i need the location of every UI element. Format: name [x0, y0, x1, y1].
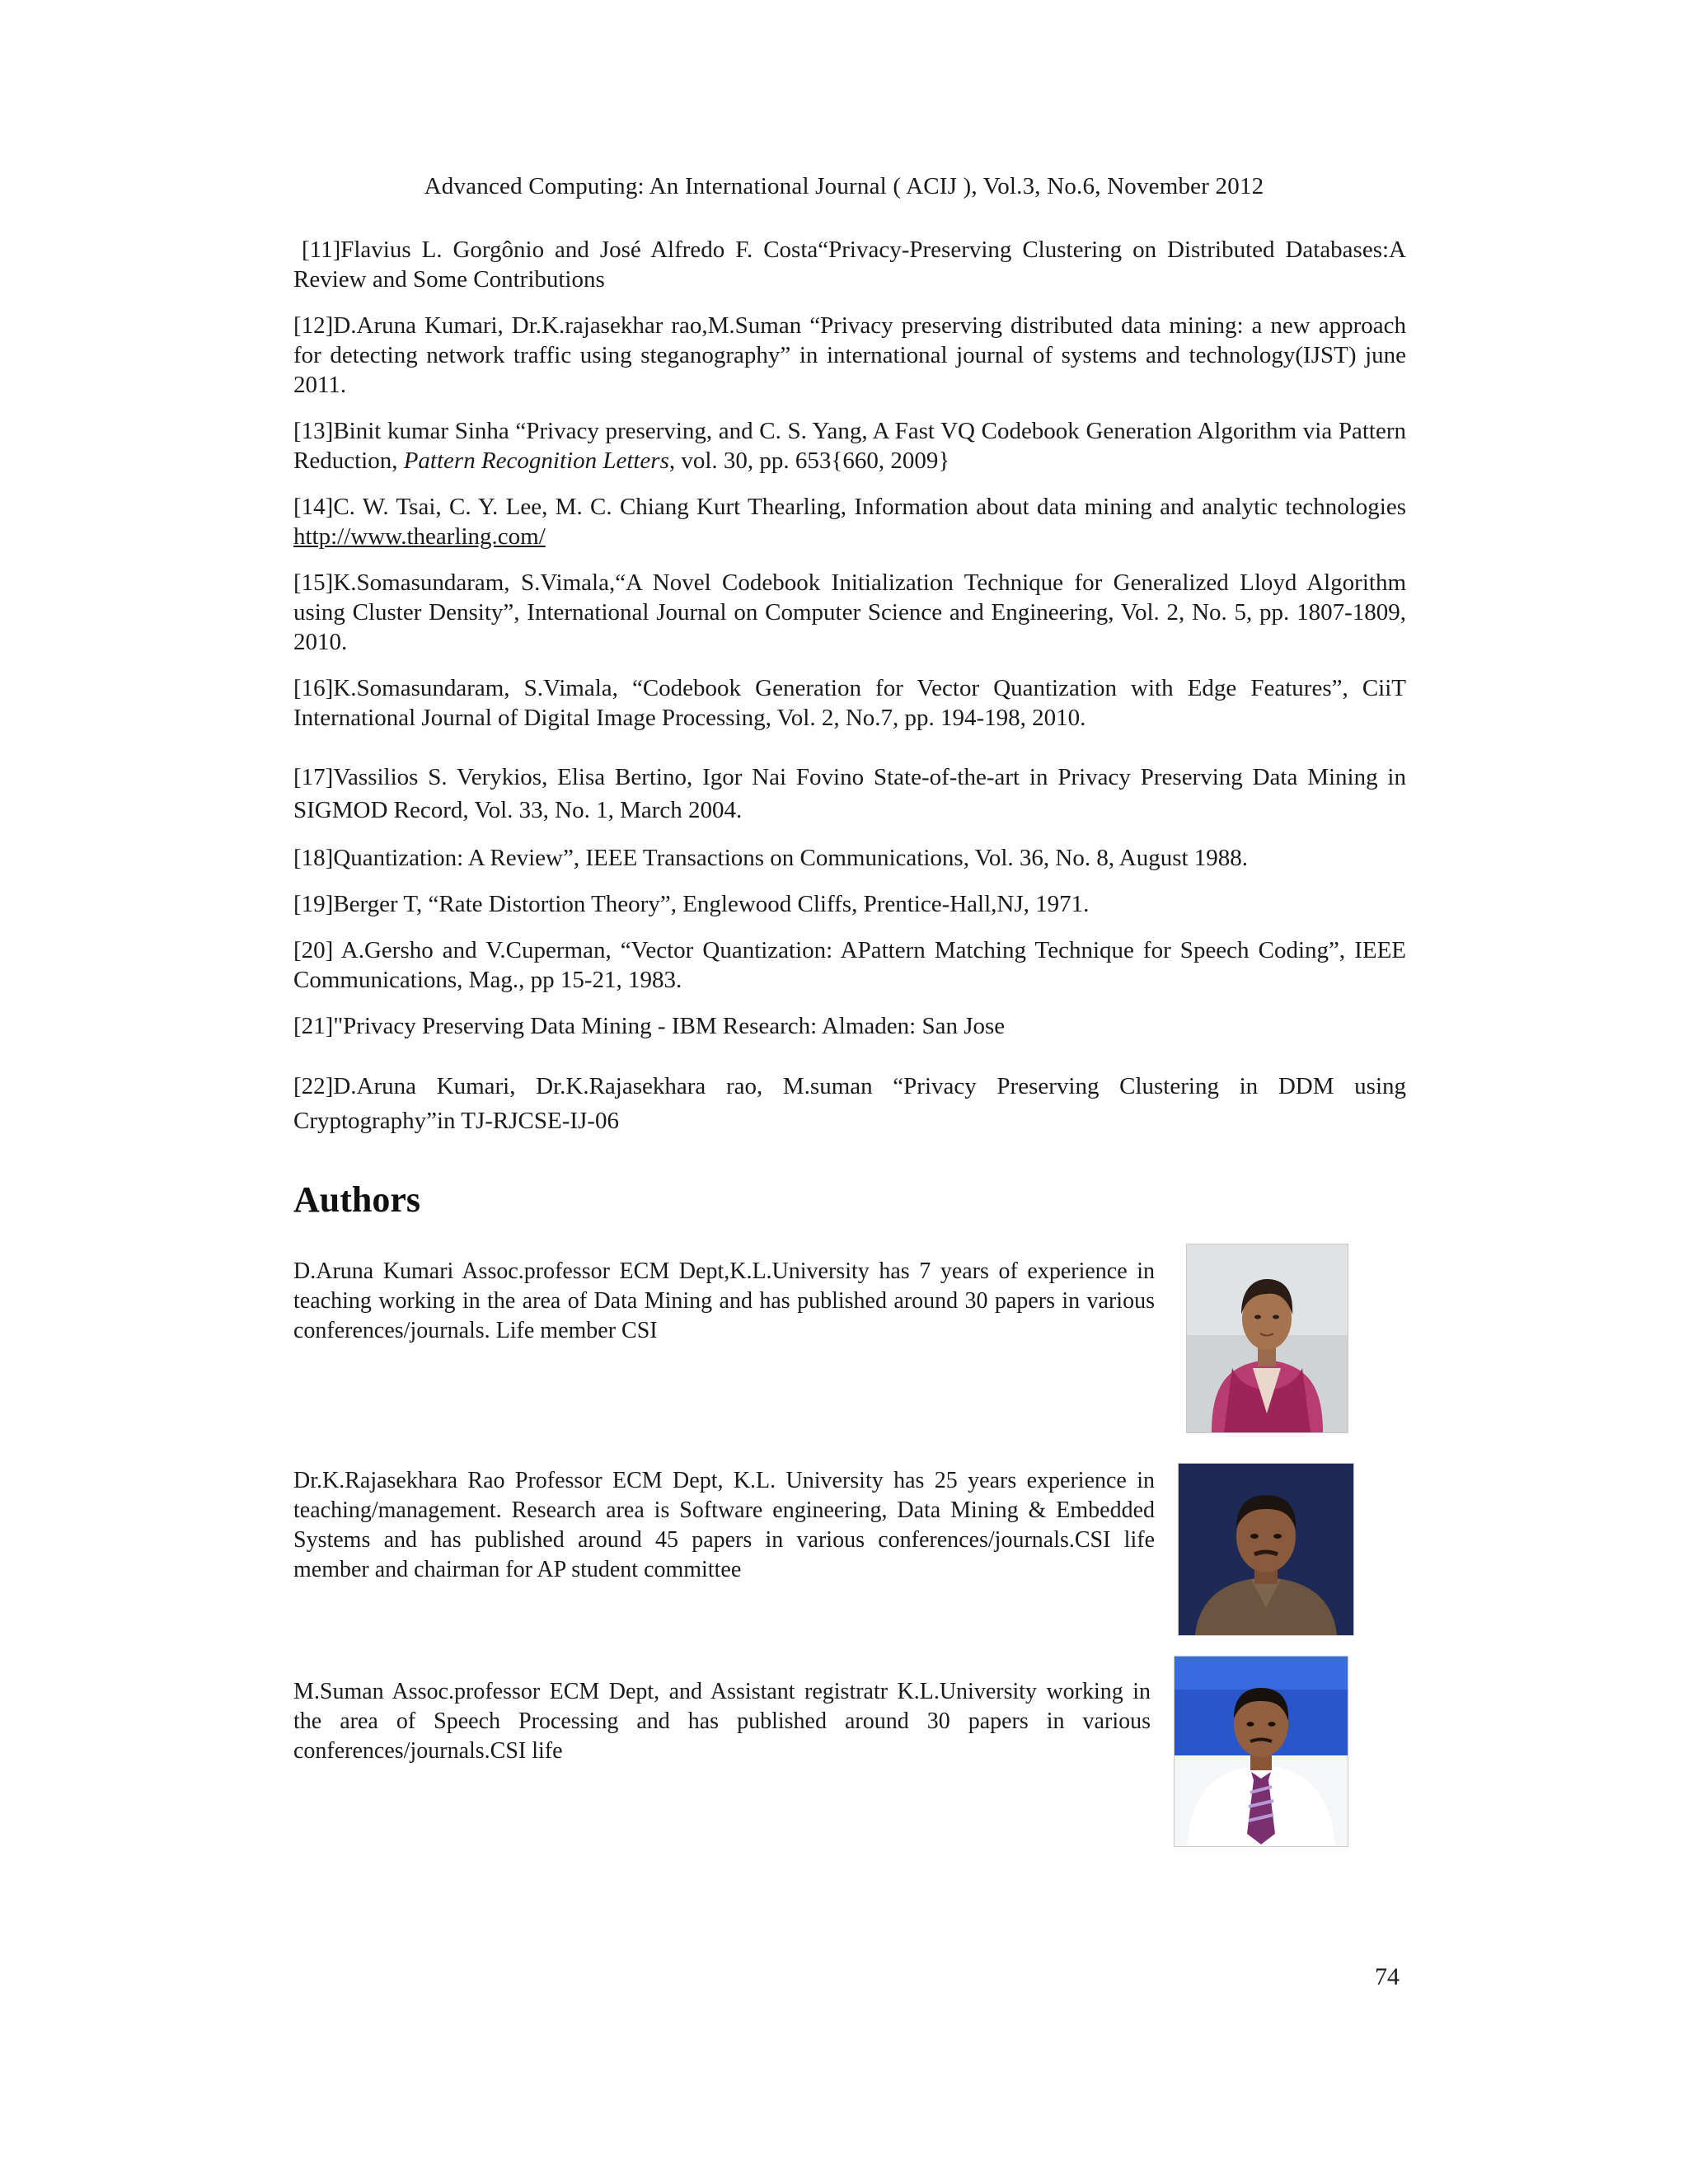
journal-header: Advanced Computing: An International Journal ( ACIJ ), Vol.3, No.6, November 2012	[424, 173, 1264, 199]
reference-15: [15]K.Somasundaram, S.Vimala,“A Novel Codebook Initialization Technique for Generalized Lloyd Algorithm using Cluster Density”, International Journal on Computer Science and Engineering, Vol. 2, No. 5, pp. 1807-1809, 2010.	[293, 569, 1406, 655]
reference-11: [11]Flavius L. Gorgônio and José Alfredo F. Costa“Privacy-Preserving Clustering on Distributed Databases:A Review and Some Contributions	[293, 237, 1406, 293]
reference-21: [21]"Privacy Preserving Data Mining - IBM Research: Almaden: San Jose	[293, 1013, 1006, 1039]
reference-13-text: [13]Binit kumar Sinha “Privacy preserving, and C. S. Yang, A Fast VQ Codebook Generation Algorithm via Pattern Reduction,	[293, 418, 1406, 474]
author-bio-rajasekhara-rao: Dr.K.Rajasekhara Rao Professor ECM Dept, K.L. University has 25 years experience in teaching/management. Research area is Software engineering, Data Mining & Embedded Systems and has published around 45 papers in various conferences/journals.CSI life member and chairman for AP student committee	[293, 1468, 1155, 1582]
author-photo-rajasekhara-rao	[1179, 1464, 1353, 1635]
reference-12: [12]D.Aruna Kumari, Dr.K.rajasekhar rao,M.Suman “Privacy preserving distributed data mining: a new approach for detecting network traffic using steganography” in international journal of systems and technology(IJST) june 2011.	[293, 312, 1406, 398]
reference-17: [17]Vassilios S. Verykios, Elisa Bertino, Igor Nai Fovino State-of-the-art in Privacy Preserving Data Mining in SIGMOD Record, Vol. 33, No. 1, March 2004.	[293, 764, 1406, 823]
portrait-man-tie-image	[1175, 1657, 1348, 1846]
reference-14-text: [14]C. W. Tsai, C. Y. Lee, M. C. Chiang Kurt Thearling, Information about data mining and analytic technologies	[293, 494, 1406, 520]
author-photo-aruna-kumari	[1187, 1244, 1348, 1432]
reference-13-details: , vol. 30, pp. 653{660, 2009}	[668, 448, 950, 474]
reference-13-journal: Pattern Recognition Letters	[403, 448, 669, 474]
portrait-man-image	[1179, 1464, 1353, 1635]
authors-heading: Authors	[293, 1179, 421, 1220]
author-bio-aruna-kumari: D.Aruna Kumari Assoc.professor ECM Dept,K.L.University has 7 years of experience in teaching working in the area of Data Mining and has published around 30 papers in various conferences/journals. Life member CSI	[293, 1258, 1155, 1343]
reference-16: [16]K.Somasundaram, S.Vimala, “Codebook Generation for Vector Quantization with Edge Features”, CiiT International Journal of Digital Image Processing, Vol. 2, No.7, pp. 194-198, 2010.	[293, 675, 1406, 731]
reference-14	[293, 492, 1406, 551]
reference-list	[293, 235, 1406, 1155]
author-photo-suman	[1175, 1657, 1348, 1846]
reference-22: [22]D.Aruna Kumari, Dr.K.Rajasekhara rao, M.suman “Privacy Preserving Clustering in DDM using Cryptography”in TJ-RJCSE-IJ-06	[293, 1073, 1406, 1134]
author-bio-suman: M.Suman Assoc.professor ECM Dept, and Assistant registratr K.L.University working in the area of Speech Processing and has published around 30 papers in various conferences/journals.CSI life	[293, 1679, 1151, 1764]
reference-20: [20] A.Gersho and V.Cuperman, “Vector Quantization: APattern Matching Technique for Speech Coding”, IEEE Communications, Mag., pp 15-21, 1983.	[293, 937, 1406, 993]
reference-18: [18]Quantization: A Review”, IEEE Transactions on Communications, Vol. 36, No. 8, August 1988.	[293, 845, 1249, 871]
page-number: 74	[1375, 1963, 1400, 1990]
reference-14-link[interactable]: http://www.thearling.com/	[293, 523, 546, 550]
reference-13	[293, 416, 1406, 476]
portrait-woman-image	[1187, 1244, 1348, 1432]
reference-19: [19]Berger T, “Rate Distortion Theory”, Englewood Cliffs, Prentice-Hall,NJ, 1971.	[293, 891, 1090, 917]
